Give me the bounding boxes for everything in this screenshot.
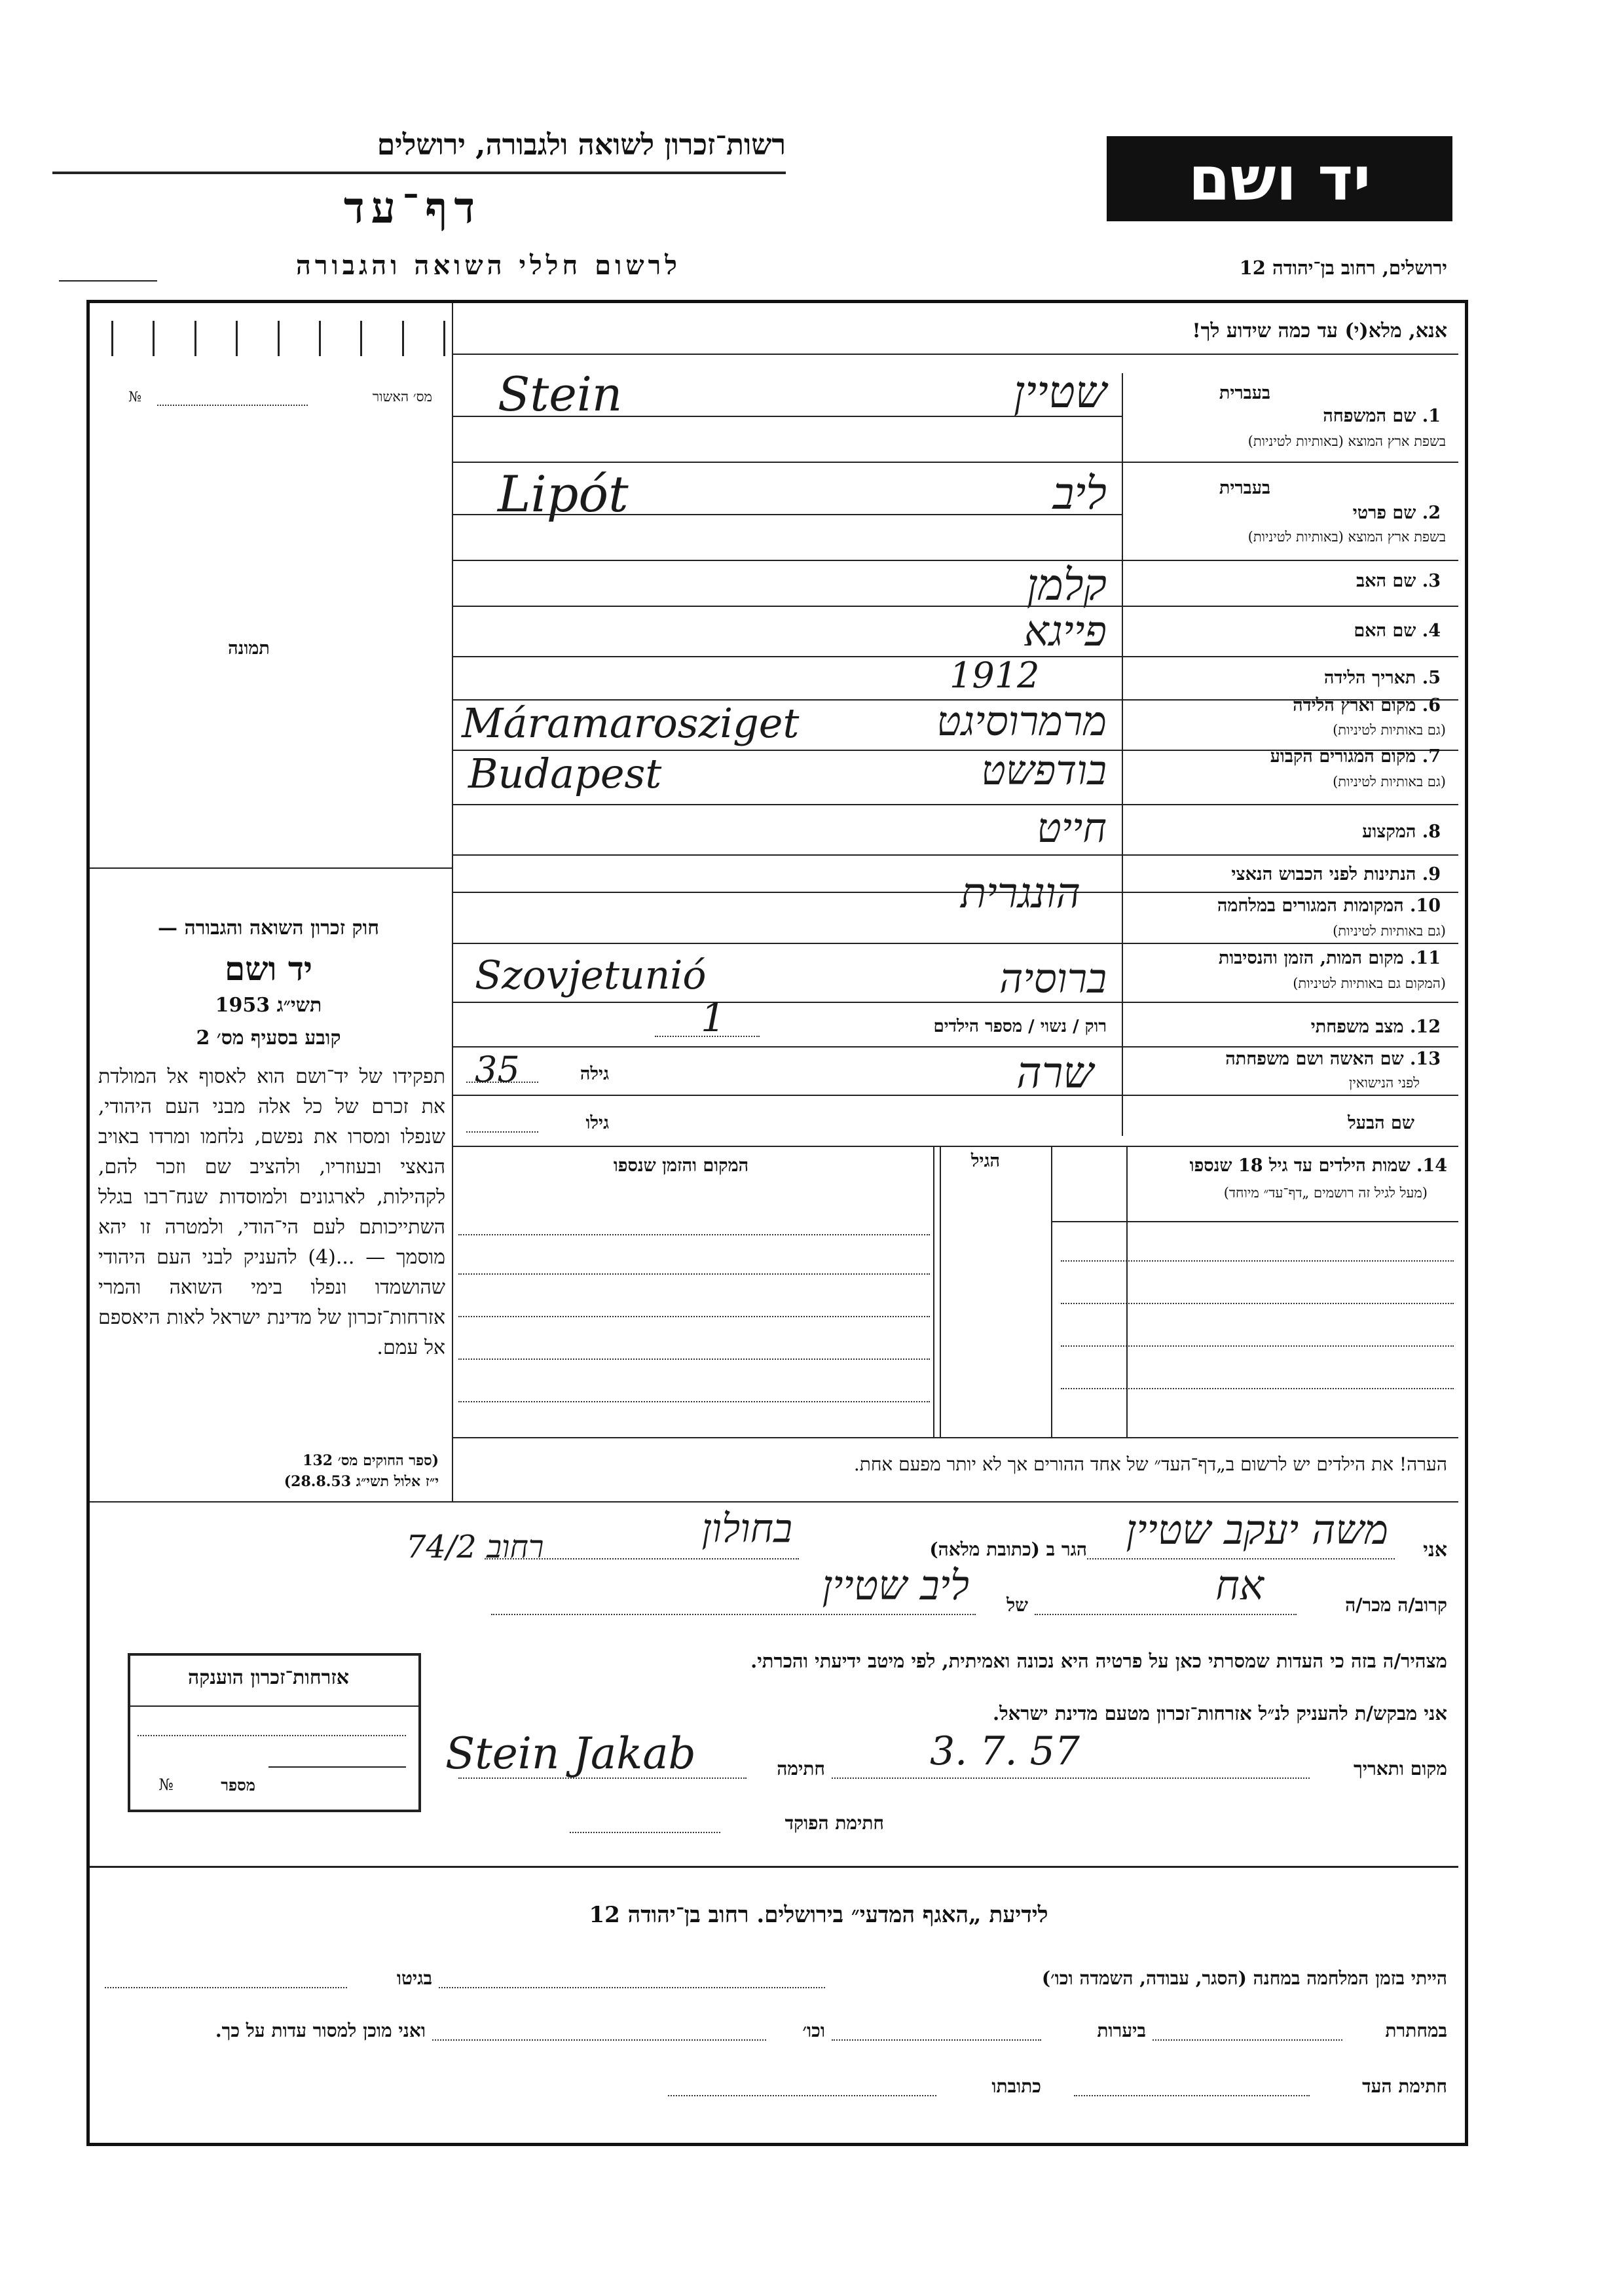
subtitle-lead-line <box>59 280 157 282</box>
field-4-value: פייגא <box>1024 608 1107 656</box>
children-place-header: המקום והזמן שנספו <box>613 1156 749 1176</box>
footer-testimony-label: ואני מוכן למסור עדות על כך. <box>215 2020 426 2041</box>
field-13-value: שרה <box>1016 1048 1094 1098</box>
row-14-bottom-line <box>452 1146 1458 1147</box>
left-column-divider <box>452 303 453 1501</box>
footer-forests-dots <box>832 2039 1041 2041</box>
field-13-label: 13. שם האשה ושם משפחתה <box>1225 1049 1441 1069</box>
place-date-dots <box>832 1777 1310 1779</box>
row-2-mid-line <box>452 514 1122 515</box>
field-8-value: חייט <box>1037 804 1107 852</box>
field-10-sub: (גם באותיות לטיניות) <box>1333 923 1446 939</box>
children-col-divider-1 <box>1051 1146 1052 1437</box>
page-subtitle: לרשום חללי השואה והגבורה <box>295 250 681 281</box>
intro-divider <box>452 354 1458 355</box>
law-ref: (ספר החוקים מס׳ 132 <box>303 1452 439 1469</box>
row-10-bottom-line <box>452 943 1458 944</box>
footer-top-line <box>90 1866 1458 1868</box>
form-intro: אנא, מלא(י) עד כמה שידוע לך! <box>1192 319 1447 342</box>
husband-age-dots <box>466 1131 538 1133</box>
citizenship-number-label: מספר <box>221 1776 255 1795</box>
children-age-header: הגיל <box>970 1151 1001 1171</box>
wife-age-value: 35 <box>475 1049 520 1090</box>
law-name: יד ושם <box>225 949 312 988</box>
footer-etc-label: וכו׳ <box>802 2020 825 2041</box>
field-2-latin-value: Lipót <box>498 465 629 523</box>
field-7-hebrew-value: בודפשט <box>981 746 1107 794</box>
citizenship-dots-1 <box>138 1735 406 1736</box>
children-row-4 <box>458 1358 930 1360</box>
field-1-hebrew-value: שטיין <box>1013 367 1107 418</box>
field-9-label: 9. הנתינות לפני הכבוש הנאצי <box>1231 864 1441 884</box>
field-8-label: 8. המקצוע <box>1362 822 1441 842</box>
field-11-label: 11. מקום המות, הזמן והנסיבות <box>1218 948 1441 968</box>
law-ref-date: י״ז אלול תשי״ג 28.8.53) <box>284 1473 439 1490</box>
field-9-value: הונגרית <box>960 869 1080 918</box>
approval-no-sign: № <box>128 389 141 405</box>
label-column-divider <box>1122 373 1123 1136</box>
row-13-bottom-line <box>452 1095 1458 1096</box>
citizenship-title-line <box>128 1705 418 1707</box>
row-11-bottom-line <box>452 1002 1458 1003</box>
relation-label: קרוב/ה מכר/ה <box>1345 1594 1447 1616</box>
children-table-bottom <box>452 1437 1458 1438</box>
children-header-line <box>1051 1221 1458 1222</box>
approval-boxes <box>111 321 445 356</box>
citizenship-title: אזרחות־זכרון הוענקה <box>187 1666 350 1689</box>
husband-name-label: שם הבעל <box>1348 1113 1414 1133</box>
field-1-latin-value: Stein <box>498 367 623 422</box>
field-11-sub: (המקום גם באותיות לטיניות) <box>1293 975 1446 991</box>
officer-signature-label: חתימת הפוקד <box>784 1812 884 1834</box>
children-names-header: 14. שמות הילדים עד גיל 18 שנספו <box>1189 1156 1447 1176</box>
row-9-bottom-line <box>452 892 1458 893</box>
address-extra-value: 74/2 רחוב <box>406 1529 544 1565</box>
field-12-label: 12. מצב משפחתי <box>1310 1017 1441 1037</box>
row-3-bottom-line <box>452 606 1458 607</box>
row-1-bottom-line <box>452 462 1458 463</box>
husband-age-label: גילו <box>585 1113 609 1133</box>
field-1-side-label: בעברית <box>1219 383 1270 403</box>
footer-forests-label: ביערות <box>1097 2020 1146 2041</box>
footer-ghetto-label: בגיטו <box>396 1967 432 1989</box>
authority-name: רשות־זכרון לשואה ולגבורה, ירושלים <box>377 128 786 162</box>
approval-dots <box>157 405 308 406</box>
yad-vashem-logo: יד ושם <box>1107 136 1452 221</box>
declarant-label: אני <box>1423 1539 1447 1561</box>
note-bottom-line <box>90 1501 1458 1503</box>
law-text: תפקידו של יד־ושם הוא לאסוף אל המולדת את זכרם של כל אלה מבני העם היהודי, שנפלו ומסרו את נפשם, נלחמו ומרדו באויב הנאצי ובעוזריו, ולהציב שם וזכר להם, לקהילות, לארגונים ולמוסדות שנח־רבו בגלל השתייכותם לעם הי־הודי, ולמטרה זו יהא מוסמך — ...(4) להעניק לבני העם היהודי שהושמדו ונפלו בימי השואה והמרי אזרחות־זכרון של מדינת ישראל לאות היאספם אל עמם. <box>98 1065 445 1359</box>
law-clause: קובע בסעיף מס׳ 2 <box>196 1027 341 1049</box>
field-3-value: קלמן <box>1026 560 1107 610</box>
declarant-name-value: משה יעקב שטיין <box>1126 1506 1388 1554</box>
citizenship-number-sign: № <box>158 1776 174 1794</box>
footer-address-dots <box>668 2095 936 2096</box>
citizenship-line-2 <box>268 1766 406 1768</box>
relation-dots <box>1035 1614 1297 1615</box>
header-underline <box>52 172 786 174</box>
children-row-5 <box>458 1401 930 1402</box>
field-2-side-label: בעברית <box>1219 478 1270 498</box>
footer-witness-signature-dots <box>1074 2095 1310 2096</box>
of-label: של <box>1006 1594 1028 1616</box>
children-name-row-2 <box>1061 1303 1454 1304</box>
footer-address-label: כתובתו <box>991 2075 1041 2097</box>
children-col-divider-3 <box>933 1146 934 1437</box>
footer-underground-dots <box>1153 2039 1342 2041</box>
photo-label: תמונה <box>228 638 270 659</box>
children-name-row-4 <box>1061 1388 1454 1389</box>
field-6-label: 6. מקום וארץ הלידה <box>1293 695 1441 716</box>
field-6-latin-value: Máramarosziget <box>462 699 800 747</box>
field-5-value: 1912 <box>950 655 1040 696</box>
field-2-hebrew-value: ליב <box>1052 468 1107 520</box>
signature-label: חתימה <box>777 1758 825 1779</box>
field-3-label: 3. שם האב <box>1356 571 1441 591</box>
law-title: חוק זכרון השואה והגבורה — <box>158 917 379 939</box>
field-7-label: 7. מקום המגורים הקבוע <box>1270 746 1441 767</box>
footer-camp-label: הייתי בזמן המלחמה במחנה (הסגר, עבודה, השמדה וכו׳) <box>1041 1967 1447 1989</box>
field-6-hebrew-value: מרמרוסיגט <box>936 697 1107 745</box>
header-address: ירושלים, רחוב בן־יהודה 12 <box>1239 257 1447 279</box>
field-7-sub: (גם באותיות לטיניות) <box>1333 774 1446 790</box>
field-11-hebrew-value: ברוסיה <box>999 955 1107 1002</box>
field-7-latin-value: Budapest <box>468 750 662 797</box>
place-date-label: מקום ותאריך <box>1353 1758 1447 1779</box>
declarant-name-dots <box>1087 1558 1395 1559</box>
declaration-statement: מצהיר/ה בזה כי העדות שמסרתי כאן על פרטיה היא נכונה ואמיתית, לפי מיטב ידיעתי והכרתי. <box>750 1650 1447 1672</box>
children-name-row-1 <box>1061 1260 1454 1262</box>
children-row-1 <box>458 1234 930 1235</box>
children-note: הערה! את הילדים יש לרשום ב„דף־העד״ של אחד ההורים אך לא יותר מפעם אחת. <box>853 1453 1447 1475</box>
children-names-right-divider <box>1126 1146 1128 1437</box>
footer-ghetto-dots <box>105 1987 347 1988</box>
approval-label: מס׳ האשור <box>372 389 432 405</box>
of-name-dots <box>491 1614 976 1615</box>
field-6-sub: (גם באותיות לטיניות) <box>1333 722 1446 738</box>
field-5-label: 5. תאריך הלידה <box>1323 668 1441 688</box>
field-4-label: 4. שם האם <box>1354 621 1441 641</box>
signature-value: Stein Jakab <box>445 1728 696 1779</box>
field-13-sub: לפני הנישואין <box>1349 1075 1420 1091</box>
address-value: בחולון <box>701 1506 792 1552</box>
declaration-request: אני מבקש/ת להעניק לנ״ל אזרחות־זכרון מטעם מדינת ישראל. <box>993 1702 1447 1724</box>
marital-status-options: רוק / נשוי / מספר הילדים <box>933 1017 1107 1036</box>
law-box-top-line <box>90 867 452 869</box>
page-title: דף־עד <box>343 182 482 233</box>
field-10-label: 10. המקומות המגורים במלחמה <box>1217 896 1441 916</box>
wife-age-label: גילה <box>580 1064 609 1084</box>
field-1-sub: בשפת ארץ המוצא (באותיות לטיניות) <box>1247 433 1446 449</box>
date-value: 3. 7. 57 <box>930 1728 1080 1774</box>
row-8-bottom-line <box>452 854 1458 856</box>
relation-value: אח <box>1215 1561 1264 1609</box>
children-col-divider-2 <box>940 1146 941 1437</box>
law-year: תשי״ג 1953 <box>215 994 322 1017</box>
field-11-latin-value: Szovjetunió <box>475 953 707 998</box>
officer-signature-dots <box>570 1832 720 1833</box>
footer-underground-label: במחתרת <box>1385 2020 1447 2041</box>
row-1-mid-line <box>452 416 1122 417</box>
footer-camp-dots <box>439 1987 825 1988</box>
children-row-3 <box>458 1316 930 1317</box>
children-name-row-3 <box>1061 1345 1454 1347</box>
children-count-value: 1 <box>701 995 726 1041</box>
field-2-label: 2. שם פרטי <box>1352 503 1441 523</box>
address-label: הגר ב (כתובת מלאה) <box>929 1539 1087 1560</box>
footer-etc-dots <box>432 2039 766 2041</box>
field-2-sub: בשפת ארץ המוצא (באותיות לטיניות) <box>1247 529 1446 545</box>
of-name-value: ליב שטיין <box>822 1561 969 1609</box>
children-row-2 <box>458 1273 930 1275</box>
footer-witness-signature-label: חתימת העד <box>1362 2075 1447 2097</box>
field-1-label: 1. שם המשפחה <box>1323 406 1441 426</box>
children-names-subheader: (מעל לגיל זה רושמים „דף־עד״ מיוחד) <box>1223 1185 1428 1201</box>
footer-title: לידיעת „האגף המדעי״ בירושלים. רחוב בן־יהודה 12 <box>589 1902 1048 1928</box>
